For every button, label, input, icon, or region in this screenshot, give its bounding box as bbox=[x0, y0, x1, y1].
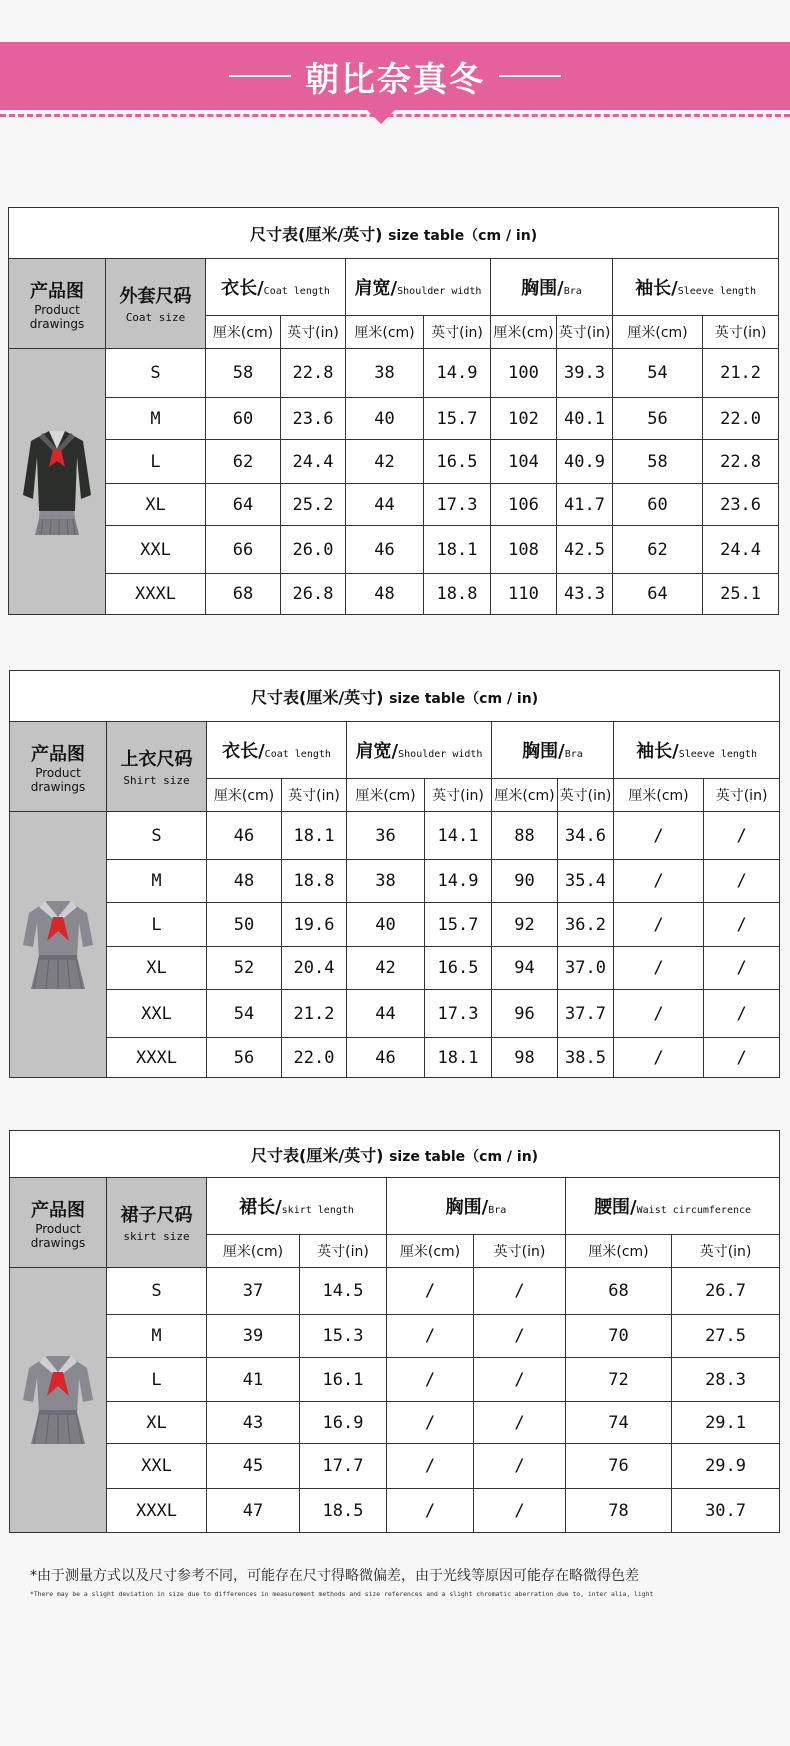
measurement-cell: 62 bbox=[613, 526, 703, 574]
size-cell: M bbox=[106, 398, 206, 440]
size-label-en: skirt size bbox=[123, 1230, 190, 1243]
product-label-en-2: drawings bbox=[30, 1235, 86, 1250]
measurement-cell: / bbox=[474, 1489, 566, 1533]
unit-cm: 厘米(cm) bbox=[387, 1235, 474, 1268]
table-row bbox=[10, 1489, 780, 1533]
measurement-cell: 18.8 bbox=[282, 860, 347, 903]
size-cell: S bbox=[107, 812, 207, 860]
skirt-size-table bbox=[9, 1130, 780, 1533]
measurement-cell: 40.9 bbox=[557, 440, 613, 484]
header-label-en: Coat length bbox=[264, 749, 331, 760]
measurement-cell: 68 bbox=[206, 574, 281, 615]
header-label-en: Waist circumference bbox=[636, 1205, 752, 1216]
measurement-cell: 36.2 bbox=[558, 903, 614, 947]
unit-cm: 厘米(cm) bbox=[346, 316, 424, 349]
measurement-cell: 64 bbox=[206, 484, 281, 526]
header-label-cn: 裙长/ bbox=[239, 1197, 282, 1218]
table-row bbox=[9, 349, 779, 398]
size-cell: XXL bbox=[106, 526, 206, 574]
measurement-cell: 102 bbox=[491, 398, 557, 440]
measurement-cell: 30.7 bbox=[672, 1489, 780, 1533]
measurement-cell: 36 bbox=[347, 812, 425, 860]
measurement-cell: / bbox=[704, 860, 780, 903]
measurement-cell: 21.2 bbox=[282, 990, 347, 1038]
product-label-cn: 产品图 bbox=[30, 280, 84, 302]
table-caption bbox=[9, 208, 779, 259]
measurement-cell: 43 bbox=[207, 1402, 300, 1444]
measurement-cell: 29.9 bbox=[672, 1444, 780, 1489]
measurement-cell: 35.4 bbox=[558, 860, 614, 903]
size-label-cn: 裙子尺码 bbox=[120, 1205, 193, 1226]
page-title: 朝比奈真冬 bbox=[305, 59, 485, 100]
measurement-cell: 16.1 bbox=[300, 1358, 387, 1402]
measurement-cell: 14.9 bbox=[424, 349, 491, 398]
table-row bbox=[10, 990, 780, 1038]
measurement-cell: 24.4 bbox=[703, 526, 779, 574]
size-cell: XL bbox=[107, 1402, 207, 1444]
measurement-cell: 106 bbox=[491, 484, 557, 526]
banner-dashed-line bbox=[0, 114, 790, 117]
size-label-cn: 上衣尺码 bbox=[120, 749, 193, 770]
size-cell: XXXL bbox=[107, 1038, 207, 1078]
measurement-cell: 40 bbox=[346, 398, 424, 440]
banner-title-row bbox=[0, 42, 790, 110]
measurement-cell: 26.8 bbox=[281, 574, 346, 615]
measurement-cell: / bbox=[387, 1358, 474, 1402]
measurement-cell: 18.1 bbox=[424, 526, 491, 574]
product-label-en-2: drawings bbox=[30, 779, 86, 794]
measurement-cell: 68 bbox=[566, 1268, 672, 1315]
unit-in: 英寸(in) bbox=[474, 1235, 566, 1268]
measurement-cell: 22.8 bbox=[281, 349, 346, 398]
product-label-cn: 产品图 bbox=[31, 743, 85, 765]
measurement-cell: 25.1 bbox=[703, 574, 779, 615]
size-cell: L bbox=[106, 440, 206, 484]
size-cell: XXL bbox=[107, 990, 207, 1038]
measurement-cell: 38 bbox=[347, 860, 425, 903]
header-label-en: Bra bbox=[488, 1205, 507, 1216]
measurement-cell: 23.6 bbox=[281, 398, 346, 440]
measurement-cell: / bbox=[387, 1402, 474, 1444]
unit-in: 英寸(in) bbox=[558, 779, 614, 812]
unit-in: 英寸(in) bbox=[424, 316, 491, 349]
product-header bbox=[9, 259, 106, 349]
measurement-cell: 52 bbox=[207, 947, 282, 990]
product-image-cell bbox=[10, 1268, 107, 1533]
measurement-cell: / bbox=[387, 1489, 474, 1533]
measurement-cell: 44 bbox=[346, 484, 424, 526]
measurement-cell: 18.1 bbox=[282, 812, 347, 860]
size-cell: M bbox=[107, 1315, 207, 1358]
unit-in: 英寸(in) bbox=[704, 779, 780, 812]
table-row bbox=[9, 574, 779, 615]
size-cell: XXXL bbox=[106, 574, 206, 615]
table-row bbox=[10, 947, 780, 990]
footer-note-en: *There may be a slight deviation in size due to differences in measurement methods and size references and a slight chromatic aberration due to, inter alia, light bbox=[30, 1590, 654, 1598]
measurement-cell: 14.1 bbox=[425, 812, 492, 860]
size-header bbox=[107, 722, 207, 812]
unit-in: 英寸(in) bbox=[672, 1235, 780, 1268]
unit-in: 英寸(in) bbox=[557, 316, 613, 349]
measurement-cell: 25.2 bbox=[281, 484, 346, 526]
measurement-cell: 37 bbox=[207, 1268, 300, 1315]
unit-in: 英寸(in) bbox=[282, 779, 347, 812]
table-row bbox=[9, 526, 779, 574]
measurement-cell: 54 bbox=[207, 990, 282, 1038]
measurement-cell: 44 bbox=[347, 990, 425, 1038]
table-row bbox=[10, 1315, 780, 1358]
measurement-cell: / bbox=[704, 903, 780, 947]
measurement-cell: 37.0 bbox=[558, 947, 614, 990]
size-cell: XXXL bbox=[107, 1489, 207, 1533]
header-shoulder-width bbox=[346, 259, 491, 316]
header-skirt-length bbox=[207, 1178, 387, 1235]
coat-uniform-icon bbox=[13, 415, 101, 545]
measurement-cell: 24.4 bbox=[281, 440, 346, 484]
size-header bbox=[107, 1178, 207, 1268]
measurement-cell: 26.7 bbox=[672, 1268, 780, 1315]
measurement-cell: 15.3 bbox=[300, 1315, 387, 1358]
measurement-cell: 17.3 bbox=[425, 990, 492, 1038]
measurement-cell: 46 bbox=[347, 1038, 425, 1078]
measurement-cell: 22.0 bbox=[703, 398, 779, 440]
measurement-cell: 72 bbox=[566, 1358, 672, 1402]
banner bbox=[0, 42, 790, 110]
caption-cn: 尺寸表(厘米/英寸) bbox=[251, 687, 384, 707]
measurement-cell: 43.3 bbox=[557, 574, 613, 615]
measurement-cell: 58 bbox=[613, 440, 703, 484]
measurement-cell: 41 bbox=[207, 1358, 300, 1402]
measurement-cell: 41.7 bbox=[557, 484, 613, 526]
measurement-cell: 56 bbox=[613, 398, 703, 440]
measurement-cell: / bbox=[704, 947, 780, 990]
measurement-cell: 39.3 bbox=[557, 349, 613, 398]
table-row bbox=[10, 1038, 780, 1078]
measurement-cell: / bbox=[387, 1315, 474, 1358]
unit-cm: 厘米(cm) bbox=[491, 316, 557, 349]
measurement-cell: 48 bbox=[207, 860, 282, 903]
header-label-cn: 胸围/ bbox=[522, 741, 565, 762]
measurement-cell: / bbox=[474, 1358, 566, 1402]
size-cell: M bbox=[107, 860, 207, 903]
measurement-cell: / bbox=[704, 1038, 780, 1078]
size-label-en: Coat size bbox=[125, 311, 186, 324]
measurement-cell: 45 bbox=[207, 1444, 300, 1489]
product-header bbox=[10, 1178, 107, 1268]
size-cell: S bbox=[107, 1268, 207, 1315]
measurement-cell: / bbox=[474, 1268, 566, 1315]
table-row bbox=[9, 484, 779, 526]
product-label-en-2: drawings bbox=[29, 316, 85, 331]
table-caption bbox=[10, 1131, 780, 1178]
caption-en: size table（cm / in) bbox=[388, 227, 538, 244]
header-label-en: Coat length bbox=[263, 286, 330, 297]
measurement-cell: / bbox=[704, 990, 780, 1038]
measurement-cell: 15.7 bbox=[425, 903, 492, 947]
unit-in: 英寸(in) bbox=[300, 1235, 387, 1268]
unit-cm: 厘米(cm) bbox=[347, 779, 425, 812]
unit-cm: 厘米(cm) bbox=[206, 316, 281, 349]
measurement-cell: 56 bbox=[207, 1038, 282, 1078]
size-cell: XL bbox=[107, 947, 207, 990]
size-header bbox=[106, 259, 206, 349]
table-row bbox=[10, 1444, 780, 1489]
coat-size-table bbox=[8, 207, 779, 615]
measurement-cell: 42 bbox=[347, 947, 425, 990]
measurement-cell: 58 bbox=[206, 349, 281, 398]
header-coat-length bbox=[207, 722, 347, 779]
table-row bbox=[10, 860, 780, 903]
header-bust bbox=[387, 1178, 566, 1235]
measurement-cell: 26.0 bbox=[281, 526, 346, 574]
measurement-cell: 15.7 bbox=[424, 398, 491, 440]
unit-cm: 厘米(cm) bbox=[207, 779, 282, 812]
product-label-cn: 产品图 bbox=[31, 1199, 85, 1221]
header-label-en: Sleeve length bbox=[678, 749, 757, 760]
measurement-cell: 42 bbox=[346, 440, 424, 484]
header-label-en: Bra bbox=[563, 286, 582, 297]
measurement-cell: 18.5 bbox=[300, 1489, 387, 1533]
measurement-cell: 96 bbox=[492, 990, 558, 1038]
measurement-cell: 88 bbox=[492, 812, 558, 860]
table-row bbox=[9, 398, 779, 440]
measurement-cell: / bbox=[474, 1444, 566, 1489]
measurement-cell: 104 bbox=[491, 440, 557, 484]
measurement-cell: 78 bbox=[566, 1489, 672, 1533]
unit-cm: 厘米(cm) bbox=[207, 1235, 300, 1268]
size-label-en: Shirt size bbox=[123, 774, 190, 787]
measurement-cell: 98 bbox=[492, 1038, 558, 1078]
measurement-cell: 64 bbox=[613, 574, 703, 615]
measurement-cell: 20.4 bbox=[282, 947, 347, 990]
measurement-cell: 90 bbox=[492, 860, 558, 903]
product-label-en-1: Product bbox=[35, 1221, 81, 1236]
table-row bbox=[10, 903, 780, 947]
product-label-en-1: Product bbox=[34, 302, 80, 317]
table-row bbox=[10, 1358, 780, 1402]
measurement-cell: 16.5 bbox=[424, 440, 491, 484]
header-waist bbox=[566, 1178, 780, 1235]
measurement-cell: 66 bbox=[206, 526, 281, 574]
product-image-cell bbox=[9, 349, 106, 615]
unit-in: 英寸(in) bbox=[425, 779, 492, 812]
measurement-cell: 22.8 bbox=[703, 440, 779, 484]
measurement-cell: 70 bbox=[566, 1315, 672, 1358]
header-label-cn: 肩宽/ bbox=[354, 278, 398, 299]
header-bust bbox=[492, 722, 614, 779]
measurement-cell: 94 bbox=[492, 947, 558, 990]
measurement-cell: / bbox=[614, 903, 704, 947]
header-label-cn: 衣长/ bbox=[221, 278, 264, 299]
measurement-cell: 50 bbox=[207, 903, 282, 947]
header-sleeve-length bbox=[614, 722, 780, 779]
measurement-cell: / bbox=[614, 990, 704, 1038]
header-label-cn: 肩宽/ bbox=[355, 741, 399, 762]
measurement-cell: 22.0 bbox=[282, 1038, 347, 1078]
measurement-cell: 46 bbox=[207, 812, 282, 860]
measurement-cell: / bbox=[614, 947, 704, 990]
measurement-cell: 34.6 bbox=[558, 812, 614, 860]
header-label-cn: 胸围/ bbox=[445, 1197, 489, 1218]
size-label-cn: 外套尺码 bbox=[119, 286, 192, 307]
caption-cn: 尺寸表(厘米/英寸) bbox=[250, 224, 383, 244]
table-caption bbox=[10, 671, 780, 722]
header-label-cn: 袖长/ bbox=[635, 278, 678, 299]
size-cell: XXL bbox=[107, 1444, 207, 1489]
size-cell: XL bbox=[106, 484, 206, 526]
header-label-cn: 腰围/ bbox=[594, 1197, 637, 1218]
unit-in: 英寸(in) bbox=[281, 316, 346, 349]
header-sleeve-length bbox=[613, 259, 779, 316]
header-bust bbox=[491, 259, 613, 316]
unit-cm: 厘米(cm) bbox=[614, 779, 704, 812]
banner-line-right bbox=[499, 75, 561, 77]
measurement-cell: 108 bbox=[491, 526, 557, 574]
measurement-cell: 21.2 bbox=[703, 349, 779, 398]
unit-in: 英寸(in) bbox=[703, 316, 779, 349]
banner-line-left bbox=[229, 75, 291, 77]
measurement-cell: 62 bbox=[206, 440, 281, 484]
measurement-cell: 48 bbox=[346, 574, 424, 615]
measurement-cell: 17.3 bbox=[424, 484, 491, 526]
measurement-cell: / bbox=[474, 1315, 566, 1358]
header-label-en: Sleeve length bbox=[677, 286, 756, 297]
shirt-size-table bbox=[9, 670, 780, 1078]
header-label-cn: 衣长/ bbox=[222, 741, 265, 762]
measurement-cell: / bbox=[387, 1444, 474, 1489]
measurement-cell: / bbox=[614, 1038, 704, 1078]
measurement-cell: 42.5 bbox=[557, 526, 613, 574]
measurement-cell: 18.8 bbox=[424, 574, 491, 615]
unit-cm: 厘米(cm) bbox=[613, 316, 703, 349]
header-label-cn: 胸围/ bbox=[521, 278, 564, 299]
header-label-en: Shoulder width bbox=[397, 286, 482, 297]
banner-pointer bbox=[367, 110, 395, 124]
measurement-cell: 14.9 bbox=[425, 860, 492, 903]
measurement-cell: 23.6 bbox=[703, 484, 779, 526]
table-row bbox=[10, 1268, 780, 1315]
product-header bbox=[10, 722, 107, 812]
measurement-cell: 92 bbox=[492, 903, 558, 947]
measurement-cell: 46 bbox=[346, 526, 424, 574]
measurement-cell: 28.3 bbox=[672, 1358, 780, 1402]
measurement-cell: 40 bbox=[347, 903, 425, 947]
measurement-cell: 16.5 bbox=[425, 947, 492, 990]
measurement-cell: 18.1 bbox=[425, 1038, 492, 1078]
header-label-en: Bra bbox=[564, 749, 583, 760]
caption-en: size table（cm / in) bbox=[389, 690, 539, 707]
skirt-uniform-icon bbox=[17, 1338, 99, 1458]
measurement-cell: 60 bbox=[613, 484, 703, 526]
measurement-cell: 14.5 bbox=[300, 1268, 387, 1315]
measurement-cell: / bbox=[614, 860, 704, 903]
measurement-cell: 40.1 bbox=[557, 398, 613, 440]
shirt-uniform-icon bbox=[17, 883, 99, 1003]
measurement-cell: 17.7 bbox=[300, 1444, 387, 1489]
measurement-cell: 76 bbox=[566, 1444, 672, 1489]
footer-note-cn: *由于测量方式以及尺寸参考不同，可能存在尺寸得略微偏差，由于光线等原因可能存在略微得色差 bbox=[30, 1568, 639, 1584]
measurement-cell: 19.6 bbox=[282, 903, 347, 947]
table-row bbox=[10, 812, 780, 860]
product-image-cell bbox=[10, 812, 107, 1078]
measurement-cell: 39 bbox=[207, 1315, 300, 1358]
size-cell: L bbox=[107, 1358, 207, 1402]
measurement-cell: / bbox=[387, 1268, 474, 1315]
table-row bbox=[9, 440, 779, 484]
caption-cn: 尺寸表(厘米/英寸) bbox=[251, 1145, 384, 1165]
size-cell: S bbox=[106, 349, 206, 398]
unit-cm: 厘米(cm) bbox=[566, 1235, 672, 1268]
header-shoulder-width bbox=[347, 722, 492, 779]
measurement-cell: / bbox=[614, 812, 704, 860]
header-coat-length bbox=[206, 259, 346, 316]
table-row bbox=[10, 1402, 780, 1444]
header-label-en: skirt length bbox=[281, 1205, 354, 1216]
measurement-cell: 16.9 bbox=[300, 1402, 387, 1444]
size-cell: L bbox=[107, 903, 207, 947]
caption-en: size table（cm / in) bbox=[389, 1148, 539, 1165]
measurement-cell: 38.5 bbox=[558, 1038, 614, 1078]
measurement-cell: 47 bbox=[207, 1489, 300, 1533]
measurement-cell: 54 bbox=[613, 349, 703, 398]
header-label-cn: 袖长/ bbox=[636, 741, 679, 762]
measurement-cell: / bbox=[704, 812, 780, 860]
measurement-cell: 110 bbox=[491, 574, 557, 615]
measurement-cell: 100 bbox=[491, 349, 557, 398]
product-label-en-1: Product bbox=[35, 765, 81, 780]
unit-cm: 厘米(cm) bbox=[492, 779, 558, 812]
measurement-cell: 37.7 bbox=[558, 990, 614, 1038]
measurement-cell: 29.1 bbox=[672, 1402, 780, 1444]
measurement-cell: / bbox=[474, 1402, 566, 1444]
measurement-cell: 60 bbox=[206, 398, 281, 440]
measurement-cell: 38 bbox=[346, 349, 424, 398]
measurement-cell: 27.5 bbox=[672, 1315, 780, 1358]
header-label-en: Shoulder width bbox=[398, 749, 483, 760]
measurement-cell: 74 bbox=[566, 1402, 672, 1444]
